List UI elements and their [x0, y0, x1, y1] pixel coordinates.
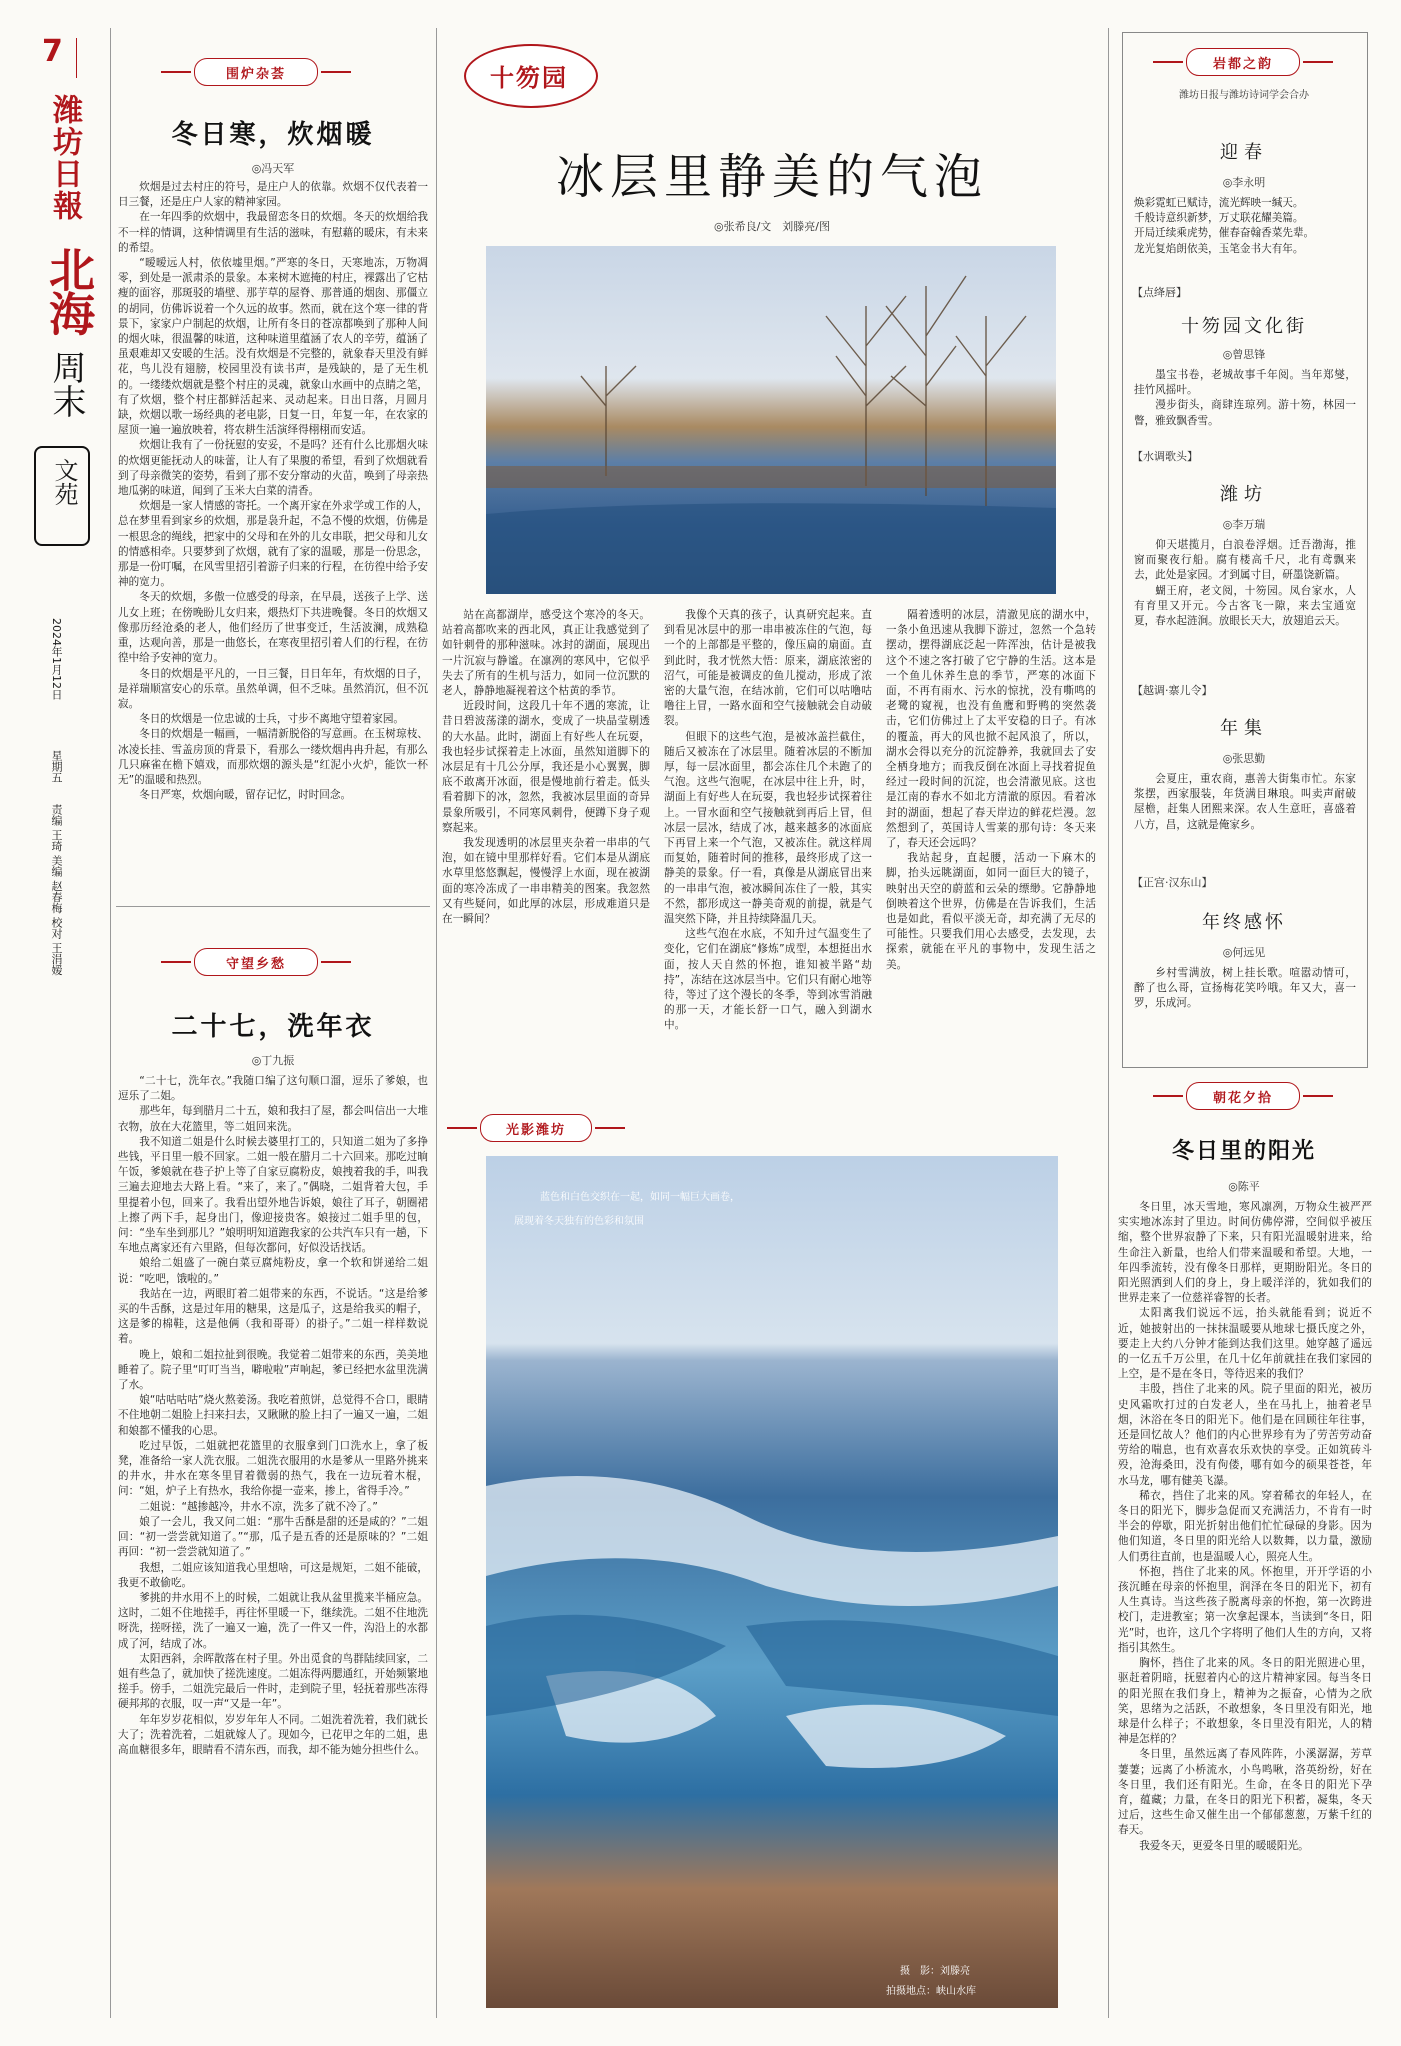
poem-body-nianji [1134, 772, 1356, 868]
poem-body-weifang [1134, 538, 1356, 668]
section-tag-label: 岩都之韵 [1212, 56, 1273, 72]
paragraph: 千般诗意织新梦，万丈联花耀美篇。 [1134, 212, 1304, 225]
paragraph: 炊烟是一家人情感的寄托。一个离开家在外求学或工作的人，总在梦里看到家乡的炊烟，那是袅升起，不急不慢的炊烟，仿佛是一根思念的绳线，把家中的父母和在外的儿女串联，把父母和儿女的情感相牵。只要梦到了炊烟，就有了家的温暖，那是一份思念，那是一份叮嘱，在风雪里招引着游子归来的行程，在彷徨中给予安神的宽力。 [118, 500, 428, 589]
paragraph: 冬日里，冰天雪地，寒风凛冽，万物众生被严严实实地冰冻封了里边。时间仿佛停滞，空间似乎被压缩，整个世界寂静了下来，只有阳光温暖射进来，给生命注入新量，也给人们带来温暖和希望。大地，一年四季流转，没有像冬日那样，更期盼阳光。冬日的阳光照洒到人们的身上，身上暖洋洋的，犹如我们的世界走来了一位慈祥睿智的长者。 [1118, 1201, 1372, 1305]
paragraph: 我站在一边，两眼盯着二姐带来的东西，不说话。“这是给爹买的牛舌酥，这是过年用的糖果，这是瓜子，这是给我买的帽子，这是爹的棉鞋，这是他俩（我和哥哥）的褂子。”二姐一样样数说着。 [118, 1287, 428, 1346]
paragraph: 蝴王府，老文阅，十笏园。凤台家水，人有育里又开元。今古客飞一隙，来去宝通宽夏，春水起涟涧。放眼长天大，放翅追云天。 [1134, 584, 1356, 628]
poem-cipai-weifang: 【水调歌头】 [1132, 450, 1198, 463]
paragraph: 我想，二姐应该知道我心里想啥，可这是规矩，二姐不能破，我更不敢偷吃。 [118, 1561, 428, 1589]
left-column [116, 28, 430, 2018]
paragraph: 娘“咕咕咕咕”烧火熬姜汤。我吃着煎饼，总觉得不合口，眼睛不住地朝二姐脸上扫来扫去，又瞅瞅的脸上扫了一遍又一遍，二姐和娘都不懂我的心思。 [118, 1394, 428, 1437]
editors: 责编 王琦 美编 赵春梅 校对 王涓嫒 [50, 804, 63, 976]
ice-floes [486, 1156, 1058, 2008]
poem-author-shihu: ◎曾思锋 [1222, 348, 1266, 361]
paragraph: 冬日的炊烟是一位忠诚的士兵，寸步不离地守望着家园。 [139, 713, 405, 726]
photo-caption-line1: 蓝色和白色交织在一起，如同一幅巨大画卷， [540, 1192, 740, 1203]
poem-author-nianzhong: ◎何远见 [1222, 946, 1266, 959]
poem-title-nianzhong: 年终感怀 [1202, 912, 1286, 933]
paragraph: 炊烟是过去村庄的符号，是庄户人的依靠。炊烟不仅代表着一日三餐，还是庄户人家的精神家园。 [118, 181, 428, 209]
paragraph: 冬日严寒，炊烟向暖，留存记忆，时时回念。 [139, 789, 352, 802]
right-column [1114, 28, 1374, 2018]
poem-title-nianji: 年集 [1220, 718, 1268, 739]
column-badge [464, 44, 594, 104]
paragraph: 晚上，娘和二姐拉扯到很晚。我觉着二姐带来的东西，美美地睡着了。院子里“叮叮当当，噼啦啦”声响起，爹已经把水盆里洗满了水。 [118, 1348, 428, 1392]
section-tag-label: 朝花夕拾 [1212, 1090, 1273, 1106]
section-tag-zhaohua [1186, 1082, 1300, 1110]
paragraph: 太阳西斜，余晖散落在村子里。外出觅食的鸟群陆续回家，二姐有些急了，就加快了搓洗速度。二姐冻得两腮通红，开始频繁地搓手。傍手，二姐洗完最后一件时，走到院子里，轻抚着那些冻得硬邦邦的衣服，叹一声“又是一年”。 [118, 1652, 428, 1711]
center-column [442, 28, 1102, 2018]
paragraph: 墨宝书卷，老城故事千年阅。当年郑燮，挂竹风摇叶。 [1134, 369, 1356, 397]
divider-masthead [110, 28, 111, 2018]
page-number: 7 [42, 34, 63, 69]
paragraph: 太阳离我们说远不远，抬头就能看到；说近不近，她披射出的一抹抹温暖要从地球七摄氏度之外，要走上大约八分钟才能到达我们这里。她穿越了遥远的一亿五千万公里，在几十亿年前就挂在我们家园的上空，是不是在冬日，等待迟来的我们？ [1118, 1307, 1372, 1381]
paragraph: 仰天堪揽月，白浪卷浮烟。迁吾渤海，推窗而聚夜行船。腐有楼高千尺，北有鸢飘来去，此处是家园。才到属寸目，研墨饶新篇。 [1134, 539, 1356, 582]
article-title-yangguang: 冬日里的阳光 [1171, 1138, 1316, 1164]
paragraph: 我爱冬天，更爱冬日里的暖暖阳光。 [1139, 1839, 1309, 1852]
paragraph: 我发现透明的冰层里夹杂着一串串的气泡，如在镜中里那样好看。它们本是从湖底水草里悠悠飘起，慢慢浮上水面，现在被湖面的寒冷冻成了一串串精美的图案。我忽然又有些疑问，如此厚的冰层，形成难道只是在一瞬间？ [442, 837, 650, 926]
article-body-qipao-col3 [886, 608, 1096, 1088]
article-author-yangguang: ◎陈平 [1228, 1180, 1260, 1193]
section-tag-label: 守望乡愁 [225, 956, 286, 972]
masthead [28, 28, 108, 2018]
paragraph: 冬日的炊烟是平凡的，一日三餐，日日年年，有炊烟的日子，是祥瑞顺富安心的乐章。虽然单调，但不乏味。虽然消沉，但不沉寂。 [118, 667, 428, 710]
paragraph: 我不知道二姐是什么时候去婆里打工的，只知道二姐为了多挣些钱，平日里一般不回家。二姐一般在腊月二十六回来。那吃过晌午饭，爹娘就在巷子护上等了自家豆腐粉皮，娘拽着我的手，叫我三遍去迎地去大路上看。“来了，来了。”偶晓，二姐背着大包，手里提着小包，回来了。我看出望外地告诉娘，娘往了耳子，朝圈裙上擦了两下手，起身出门，像迎接贵客。娘接过二姐手里的包，问：“坐车坐到那儿？”娘明明知道跑我家的公共汽车只有一趟，下车地点离家还有六里路，但每次都问，好似没话找话。 [118, 1135, 428, 1255]
paragraph: “暧暧远人村，依依墟里烟。”严寒的冬日，天寒地冻，万物凋零，到处是一派肃杀的景象。本来树木遮掩的村庄，裸露出了它枯瘦的面容，那斑驳的墙壁、那芋草的屋脊、那普通的烟囱、那僵立的胡同，仿佛诉说着一个久远的故事。然而，就在这个寒一律的背景下，家家户户制起的炊烟，让所有冬日的苍凉都唤到了那种人间的烟火味，很温馨的味道，这种味道里蕴涵了农人的辛劳，蕴涵了虽艰难却又安暖的生活。没有炊烟是不完整的，就象春天里没有鲜花，鸟儿没有翅膀，校园里没有读书声，是残缺的，是了无生机的。一缕缕炊烟就是整个村庄的灵魂，就象山水画中的点睛之笔，有了炊烟，整个村庄都鲜活起来、灵动起来。日出日落，月圆月缺，炊烟以歌一场经典的老电影，日复一日，年复一年，在农家的屋顶一遍一遍放映着，将农耕生活演绎得栩栩而安适。 [118, 257, 428, 437]
poem-body-shihu [1134, 368, 1356, 432]
paragraph: 二姐说：“越掺越冷，井水不凉，洗多了就不冷了。” [139, 1500, 378, 1513]
paragraph: 冬日里，虽然远离了春风阵阵，小溪潺潺，芳草萋萋；远离了小桥流水，小鸟鸣啾，洛英纷纷，好在冬日里，我们还有阳光。生命，在冬日的阳光下孕育，蕴藏；力量，在冬日的阳光下积蓄，凝集，冬天过后，这些生命又催生出一个郁郁葱葱，万紫千红的春天。 [1118, 1748, 1372, 1837]
poem-cipai-nianzhong: 【正宫·汉东山】 [1132, 876, 1213, 889]
article-body-yangguang [1118, 1200, 1372, 2012]
photo-credit-line2: 拍摄地点：峡山水库 [886, 1986, 976, 1997]
paragraph: 丰殷，挡住了北来的风。院子里面的阳光，被历史风霜吹打过的白发老人，坐在马扎上，抽着老旱烟，沐浴在冬日的阳光下。他们是在回顾往年往事，还是回忆故人？他们的内心世界珍有为了劳苦劳动奋劳给的喘息，也有欢喜农乐欢快的享受。正如筑砖斗殁，沧海桑田，没有佝偻，哪有如今的硕果苍苍，年水马龙，哪有健美飞瀑。 [1118, 1383, 1372, 1487]
paragraph: 冬天的炊烟，多傲一位感受的母亲，在早晨，送孩子上学、送儿女上班；在傍晚盼儿女归来，煨热灯下共进晚餐。冬日的炊烟又像那历经沧桑的老人，他们经历了世事变迁，生活波澜，成熟稳重，达观向善，那是一曲悠长，在寒夜里招引着人们的行程，在彷徨中给予安神的宽力。 [118, 591, 428, 665]
article-title-qipao: 冰层里静美的气泡 [555, 149, 988, 205]
section-tag-yandu [1186, 48, 1300, 76]
poem-cipai-shihu: 【点绛唇】 [1132, 286, 1187, 299]
article-body-niyi [118, 1074, 428, 2014]
article-title-niyi: 二十七，洗年衣 [171, 1012, 375, 1042]
paragraph: 近段时间，这段几十年不遇的寒流，让昔日碧波荡漾的湖水，变成了一块晶莹剔透的大水晶。此时，湖面上有好些人在玩耍，我也轻步试探着走上冰面，虽然知道脚下的冰层足有十几公分厚，我还是小心翼翼，脚底不敢离开冰面，很是慢地前行着走。低头看着脚下的冰，忽然，我被冰层里面的奇异景象所吸引，不同寒风刺骨，便蹲下身子观察起来。 [442, 700, 650, 834]
article-body-chuiyan [118, 180, 428, 896]
article-author-niyi: ◎丁九振 [251, 1054, 295, 1067]
paper-name: 潍坊日報 [47, 94, 82, 222]
paragraph: 年年岁岁花相似，岁岁年年人不同。二姐洗着洗着，我们就长大了；洗着洗着，二姐就嫁人了。现如今，已花甲之年的二姐，患高血糖很多年，眼睛看不清东西，而我，却不能为她分担些什么。 [118, 1713, 428, 1756]
photo-credit-line1: 摄 影：刘滕亮 [900, 1966, 970, 1977]
photo-frozen-river [486, 246, 1056, 594]
paragraph: 娘给二姐盛了一碗白菜豆腐炖粉皮，拿一个软和饼递给二姐说：“吃吧，饿啦的。” [118, 1257, 428, 1285]
paragraph: 开局迁续乘虎势，催春奋翰香菜先辈。 [1134, 227, 1315, 240]
paragraph: 爹挑的井水用不上的时候，二姐就让我从盆里揽来半桶应急。这时，二姐不住地搓手，再往怀里暖一下，继续洗。二姐不住地洗呀洗，搓呀搓，洗了一遍又一遍，洗了一件又一件，沟沿上的水都成了河，结成了冰。 [118, 1591, 428, 1650]
poem-author-weifang: ◎李万瑞 [1222, 518, 1266, 531]
divider-center-right [1108, 28, 1109, 2018]
section-tag-weilu [194, 58, 318, 86]
paragraph: 稀衣，挡住了北来的风。穿着稀衣的年轻人，在冬日的阳光下，脚步急促而又充满活力，不肯有一时半会的停歇，阳光折射出他们忙忙碌碌的身影。因为他们知道，冬日里的阳光给人以数舞，以力量，激励人们勇往直前，也是温暖人心，照亮人生。 [1118, 1489, 1372, 1563]
article-body-qipao-col1 [442, 608, 650, 1088]
paragraph: 胸怀，挡住了北来的风。冬日的阳光照进心里，驱赶着阴暗，抚慰着内心的这片精神家园。每当冬日的阳光照在我们身上，精神为之振奋，心情为之欣笑，思绪为之活跃，不敢想象，冬日里没有阳光，地球是什么样子；不敢想象，冬日里没有阳光，人的精神是怎样的？ [1118, 1657, 1372, 1746]
paragraph: 吃过早饭，二姐就把花篮里的衣服拿到门口洗水上，拿了板凳，准备给一家人洗衣服。二姐洗衣服用的水是爹从一里路外挑来的井水，井水在寒冬里冒着微弱的热气，我在一边玩着木棍，问：“姐，炉子上有热水，我给你提一壶来，掺上，省得手冷。” [118, 1439, 428, 1498]
tree-silhouettes [486, 246, 1056, 594]
poem-author-nianji: ◎张思勤 [1222, 752, 1266, 765]
paragraph: 我站起身，直起腰，活动一下麻木的脚，抬头远眺湖面，如同一面巨大的镜子，映射出天空的蔚蓝和云朵的缥缈。它静静地倒映着这个世界，仿佛是在告诉我们，生活也是如此，看似平淡无奇，却充满了无尽的可能性。只要我们用心去感受，去发现，去探索，就能在平凡的事物中，发现生活之美。 [886, 852, 1096, 971]
paragraph: 隔着透明的冰层，清澈见底的湖水中，一条小鱼迅速从我脚下游过，忽然一个急转摆动，摆得湖底泛起一阵浑浊，估计是被我这个不速之客打破了它宁静的生活。这本是一个鱼儿休养生息的季节，严寒的冰面下面，不再有雨水、污水的惊扰，没有嘶鸣的老鹭的窥视，也没有鱼鹰和野鸭的突然袭击，它们仿佛过上了太平安稳的日子。有冰的覆盖，再大的风也掀不起风浪了，所以，湖水会得以充分的沉淀静养，我就回去了安全栖身地方；而我反倒在冰面上寻找着捉鱼经过一段时间的沉淀，也会清澈见底。这也是江南的春水不如北方清澈的原因。看着冰封的湖面，想起了春天岸边的鲜花烂漫。忽然想到了，英国诗人雪莱的那句诗：冬天来了，春天还会远吗？ [886, 609, 1096, 850]
section-tag-xiangchou [194, 948, 318, 976]
section-tag-label: 光影潍坊 [505, 1122, 566, 1138]
paragraph: 焕彩霓虹已赋诗，流光辉映一缄天。 [1134, 197, 1304, 209]
article-author-chuiyan: ◎冯天军 [251, 162, 295, 175]
divider-left [116, 906, 430, 907]
photo-ice-reservoir [486, 1156, 1058, 2008]
paragraph: 漫步街头，商肆连琼列。游十笏，林园一瞥，雅致飘香雪。 [1134, 399, 1356, 427]
issue-weekday: 星期五 [50, 750, 63, 783]
poem-title-shihu: 十笏园文化街 [1181, 316, 1307, 337]
poem-author-yingchun: ◎李永明 [1222, 176, 1266, 189]
section-tag-guangying [480, 1114, 592, 1142]
paragraph: 在一年四季的炊烟中，我最留恋冬日的炊烟。冬天的炊烟给我不一样的情调，这种情调里有生活的滋味，有慰藉的暖床，有未来的希望。 [118, 211, 428, 254]
paragraph: 我像个天真的孩子，认真研究起来。直到看见冰层中的那一串串被冻住的气泡，每一个的上部都是平整的，像压扁的扇面。直到此时，我才恍然大悟：原来，湖底浓密的沼气，可能是被调皮的鱼儿搅动，形成了浓密的大量气泡，在结冰前，它们可以咕噜咕噜往上冒，一路水面和空气接触就会自动破裂。 [664, 609, 872, 728]
cooperation-line: 潍坊日报与潍坊诗词学会合办 [1179, 90, 1309, 101]
weekly-name-1: 北海 [42, 246, 96, 334]
paragraph: “二十七，洗年衣。”我随口编了这句顺口溜，逗乐了爹娘，也逗乐了二姐。 [118, 1075, 428, 1103]
article-title-chuiyan: 冬日寒，炊烟暖 [171, 120, 375, 150]
paragraph: 这些气泡在水底，不知升过气温变生了变化，它们在湖底“修炼”成型，本想挺出水面，按人天自然的怀抱，谁知被半路“劫持”，冻结在这冰层当中。它们只有耐心地等待，等过了这个漫长的冬季，等到冰雪消融的那一天，才能长舒一口气，融入到湖水中。 [664, 928, 872, 1032]
paragraph: 但眼下的这些气泡，是被冰盖拦截住，随后又被冻在了冰层里。随着冰层的不断加厚，每一层冰面里，都会冻住几个未跑了的气泡。这些气泡呢，在冰层中往上升，时，湖面上有好些人在玩耍，我也轻步试探着往上。一冒水面和空气接触就到再后上冒，但冰层一层冰，结成了冰，越来越多的冰面底下再冒上来一个气泡，又被冻住。就这样周而复始，随着时间的推移，最终形成了这一静美的景象。仔一看，真像是从湖底冒出来的一串串气泡，被冰瞬间冻住了一般，其实不然，都形成这一静美奇观的前提，就是气温突然下降，并且持续降温几天。 [664, 730, 872, 926]
section-tag-label: 围炉杂荟 [225, 66, 286, 82]
photo-caption-line2: 展现着冬天独有的色彩和氛围 [514, 1216, 644, 1227]
poem-body-nianzhong [1134, 966, 1356, 1046]
divider-left-center [436, 28, 437, 2018]
article-byline-qipao: ◎张希良/文 刘滕亮/图 [713, 220, 830, 233]
poem-cipai-nianji: 【越调·寨儿令】 [1132, 684, 1213, 697]
paragraph: 站在高都湖岸，感受这个寒冷的冬天。站着高都吹来的西北风，真正让我感觉到了如针刺骨的那种滋味。冰封的湖面，展现出一片沉寂与静谧。在凛冽的寒风中，它似乎失去了所有的生机与活力，如同一位沉默的老人，静静地凝视着这个枯黄的季节。 [442, 609, 650, 698]
poem-title-yingchun: 迎春 [1220, 142, 1268, 163]
poem-body-yingchun [1134, 196, 1356, 260]
paragraph: 冬日的炊烟是一幅画，一幅清新脱俗的写意画。在玉树琼枝、冰凌长挂、雪盖房顶的背景下，看那么一缕炊烟冉冉升起，有那么几只麻雀在檐下嬉戏，而那炊烟的源头是“红泥小火炉，能饮一杯无”的温暖和热烈。 [118, 728, 428, 786]
paragraph: 炊烟让我有了一份抚慰的安妥，不是吗？还有什么比那烟火味的炊烟更能抚动人的味蕾，让人有了果腹的希望，看到了炊烟就看到了母亲微笑的姿势，看到了那不安分窜动的火苗，唤到了母亲热地瓜粥的味道，闻到了玉米大白菜的清香。 [118, 439, 428, 498]
section-box [34, 446, 90, 546]
paragraph: 怀抱，挡住了北来的风。怀抱里，开开学语的小孩沉睡在母亲的怀抱里，润泽在冬日的阳光下，初有人生真诗。当这些孩子脱离母亲的怀抱，第一次跨进校门，走进教室；第一次拿起课本，当读到“冬日，阳光”时，也许，这几个字将明了他们人生的方向，又将指引其然生。 [1118, 1565, 1372, 1654]
paragraph: 娘了一会儿，我又问二姐：“那牛舌酥是甜的还是咸的？”二姐回：“初一尝尝就知道了。”“那，瓜子是五香的还是原味的？”二姐再回：“初一尝尝就知道了。” [118, 1515, 428, 1559]
issue-date: 2024年1月12日 [50, 618, 63, 700]
masthead-divider [76, 38, 77, 78]
column-badge-label: 十笏园 [490, 63, 568, 92]
article-body-qipao-col2 [664, 608, 872, 1088]
paragraph: 龙光复焰朗依美，玉笔金书大有年。 [1134, 242, 1304, 255]
weekly-name-2: 周末 [46, 350, 86, 418]
section-name: 文苑 [50, 458, 78, 506]
paragraph: 会夏庄，重农商，惠善大街集市忙。东家浆摆，西家服装，年货满目琳琅。叫卖声耐破屋檐，赶集人团熙来深。农人生意旺，喜盛着八方，昌，这就是俺家乡。 [1134, 773, 1356, 831]
paragraph: 乡村雪满放，树上挂长歌。喧嚣动情可，醉了也么哥，宣扬梅花笑吟哦。年又大，喜一罗，乐成河。 [1134, 967, 1356, 1010]
paragraph: 那些年，每到腊月二十五，娘和我扫了屋，都会叫信出一大堆衣物，放在大花篮里，等二姐回来洗。 [118, 1105, 428, 1133]
poem-title-weifang: 潍坊 [1220, 484, 1268, 505]
